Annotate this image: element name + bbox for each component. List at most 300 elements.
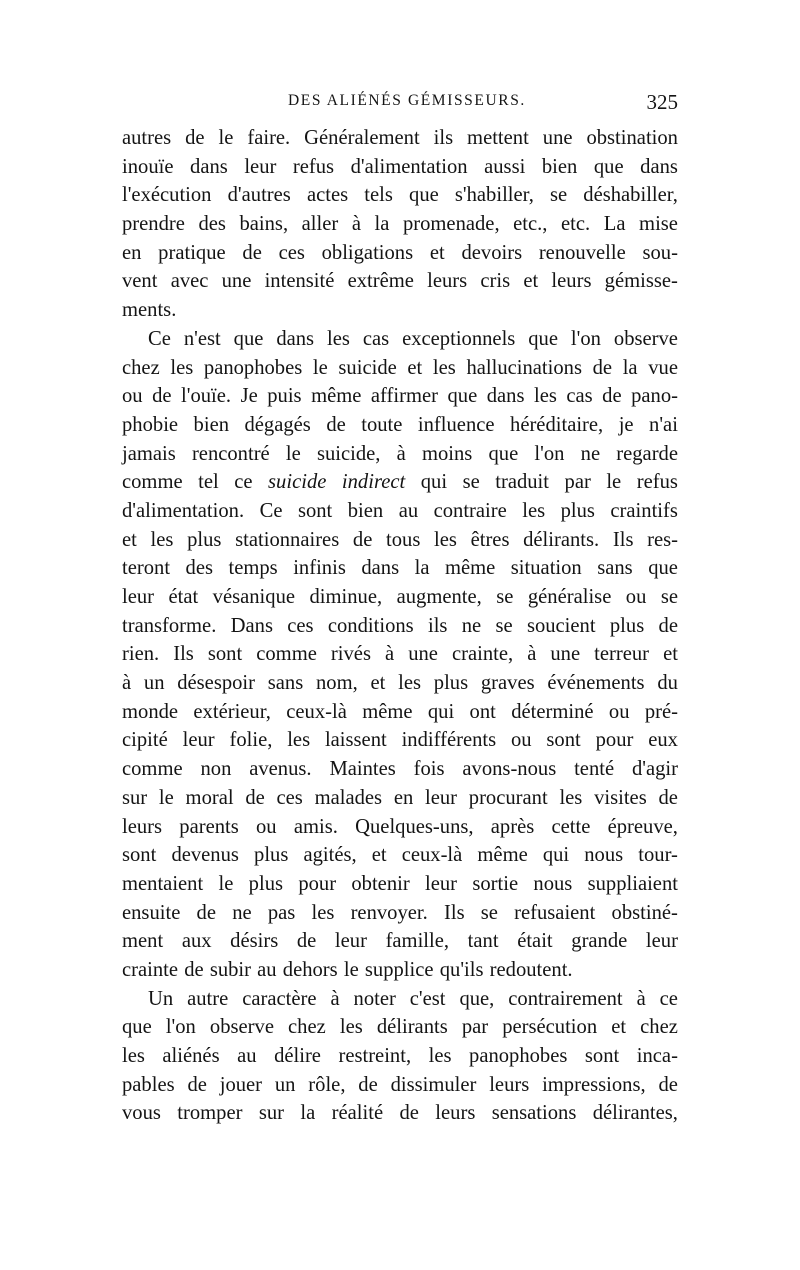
word: ces xyxy=(287,614,314,637)
word: cipité xyxy=(122,729,168,752)
word: vésanique xyxy=(212,586,296,608)
word: que xyxy=(409,184,439,207)
word: leur xyxy=(122,586,155,608)
word: stationnaires xyxy=(235,528,340,551)
word: aux xyxy=(181,930,212,953)
word: de xyxy=(658,614,678,637)
word: les xyxy=(150,528,174,551)
word: chez xyxy=(288,1016,326,1039)
word: de xyxy=(187,1073,207,1096)
word: jouer xyxy=(219,1073,263,1096)
word: le xyxy=(158,786,174,809)
word: ceux-là xyxy=(286,700,347,723)
text-line xyxy=(122,899,678,928)
word: dans xyxy=(276,327,315,350)
word: avec xyxy=(170,270,209,293)
word: l'exécution xyxy=(122,184,212,207)
word: inca- xyxy=(636,1045,678,1067)
word: plus xyxy=(433,672,469,695)
word: cris xyxy=(480,270,511,293)
word: bien xyxy=(541,155,578,178)
word: que xyxy=(233,327,264,350)
word: persécution xyxy=(502,1016,598,1039)
word: du xyxy=(657,672,678,695)
word: déshabiller, xyxy=(583,184,678,207)
word: vue xyxy=(648,356,678,379)
text-line xyxy=(122,440,678,469)
text-line xyxy=(122,181,678,210)
word: ces xyxy=(276,786,303,809)
word: promenade, xyxy=(402,213,500,236)
word: le xyxy=(312,356,328,379)
word: à xyxy=(330,987,340,1010)
word: refusaient xyxy=(514,901,596,924)
word: toute xyxy=(361,413,403,436)
word: rencontré xyxy=(191,442,270,465)
word: même xyxy=(311,385,362,408)
word: observe xyxy=(209,1016,274,1039)
word: obtenir xyxy=(351,872,410,895)
word: observe xyxy=(613,327,678,350)
word: devoirs xyxy=(461,241,523,264)
word: ont xyxy=(469,700,496,723)
word: de xyxy=(152,385,172,408)
text-line xyxy=(122,153,678,182)
word: de xyxy=(358,1073,378,1096)
word: les xyxy=(170,356,194,379)
word: de xyxy=(399,1102,419,1125)
word: que xyxy=(648,557,678,580)
word: leurs xyxy=(435,1102,476,1125)
word: intensité xyxy=(264,270,335,293)
word: au xyxy=(257,958,277,981)
word: diminue, xyxy=(309,586,383,608)
word: un xyxy=(274,1073,296,1096)
text-line xyxy=(122,583,678,612)
word: parents xyxy=(179,815,239,838)
word: délire xyxy=(274,1045,321,1067)
word: qui xyxy=(427,700,455,723)
word: caractère xyxy=(242,987,317,1010)
running-title: DES ALIÉNÉS GÉMISSEURS. xyxy=(288,92,526,109)
word: l'on xyxy=(534,442,565,465)
word: vent xyxy=(122,270,158,293)
word: bains, xyxy=(239,213,289,236)
word: au xyxy=(237,1045,257,1067)
word: Ce xyxy=(259,499,283,522)
word: devenus xyxy=(171,844,239,867)
word: terreur xyxy=(594,643,650,666)
word: supplice xyxy=(364,958,434,981)
word: les xyxy=(522,499,546,522)
word: moral xyxy=(185,786,234,809)
word: autre xyxy=(187,987,229,1010)
text-line xyxy=(122,1013,678,1042)
word: crainte xyxy=(122,958,179,981)
word: plus xyxy=(609,614,645,637)
page-number: 325 xyxy=(646,90,678,114)
word: sou- xyxy=(642,241,678,264)
word: le xyxy=(606,471,622,494)
text-line xyxy=(122,640,678,669)
word: amis. xyxy=(293,815,338,838)
word: Dans xyxy=(230,614,273,637)
text-line xyxy=(122,468,678,497)
word: suicide, xyxy=(316,442,381,465)
word: ensuite xyxy=(122,901,181,924)
word: folie, xyxy=(229,729,273,752)
word: ce xyxy=(234,471,253,494)
word: sensations xyxy=(491,1102,577,1125)
word: tromper xyxy=(177,1102,243,1125)
word: hallucinations xyxy=(466,356,582,379)
body-text xyxy=(122,124,678,1128)
word: puis xyxy=(267,385,302,408)
word: et xyxy=(371,844,387,867)
word: tel xyxy=(198,471,219,494)
text-line xyxy=(122,1099,678,1128)
word: nom, xyxy=(315,672,358,695)
word: pour xyxy=(595,729,634,752)
word: événements xyxy=(547,672,645,695)
word: qui xyxy=(542,844,570,867)
word: au xyxy=(398,499,419,522)
text-line xyxy=(122,669,678,698)
word: d'agir xyxy=(631,758,678,781)
word: s'habiller, xyxy=(454,184,534,207)
word: par xyxy=(461,1016,489,1039)
text-line xyxy=(122,841,678,870)
word: refus xyxy=(636,471,678,494)
word: êtres xyxy=(470,528,510,551)
word: extrême xyxy=(347,270,414,293)
word: graves xyxy=(480,672,535,695)
word: un xyxy=(143,672,165,695)
word: de xyxy=(245,786,265,809)
word: ou xyxy=(122,385,143,408)
word: aller xyxy=(301,213,339,236)
word: le xyxy=(218,872,234,895)
word: plus xyxy=(248,872,284,895)
word: sans xyxy=(267,672,304,695)
text-line xyxy=(122,526,678,555)
word: à xyxy=(636,987,646,1010)
word: la xyxy=(374,213,390,236)
word: agités, xyxy=(303,844,357,867)
word: pables xyxy=(122,1073,175,1096)
word: nous xyxy=(584,844,624,867)
word: pré- xyxy=(644,700,678,723)
text-line xyxy=(122,1071,678,1100)
word: même xyxy=(444,557,496,580)
word: l'on xyxy=(165,1016,196,1039)
word: monde xyxy=(122,700,179,723)
word: à xyxy=(351,213,361,236)
word: plus xyxy=(187,528,222,551)
text-line xyxy=(122,354,678,383)
word: rivés xyxy=(330,643,371,666)
word: délirantes, xyxy=(592,1102,678,1125)
word: exceptionnels xyxy=(402,327,516,350)
word: sont xyxy=(584,1045,620,1067)
word: pratique xyxy=(158,241,226,264)
word: l'ouïe. xyxy=(181,385,232,408)
word: dans xyxy=(640,155,678,178)
word: nous xyxy=(533,872,573,895)
text-line xyxy=(122,239,678,268)
word: augmente, xyxy=(396,586,482,608)
word: ou xyxy=(625,586,647,608)
word: actes xyxy=(306,184,349,207)
word: que xyxy=(447,385,478,408)
text-line xyxy=(122,927,678,956)
word: leur xyxy=(244,155,277,178)
word: res- xyxy=(647,528,678,551)
word: subir xyxy=(209,958,251,981)
word: suicide xyxy=(338,356,397,379)
word: soucient xyxy=(526,614,596,637)
text-line xyxy=(122,1042,678,1071)
word: ou xyxy=(608,700,630,723)
word: mettent xyxy=(467,127,529,149)
word: en xyxy=(122,241,142,264)
word: les xyxy=(311,901,335,924)
word: à xyxy=(527,643,537,666)
word: autres xyxy=(122,127,172,149)
word: et xyxy=(122,528,137,551)
word: sans xyxy=(597,557,633,580)
word: se xyxy=(549,184,568,207)
word: de xyxy=(242,241,262,264)
word: de xyxy=(296,930,317,953)
word: pour xyxy=(298,872,337,895)
word: le xyxy=(285,442,301,465)
word: de xyxy=(326,413,346,436)
word: faire. xyxy=(247,127,291,149)
word: de xyxy=(196,901,216,924)
text-line xyxy=(122,698,678,727)
word: craintifs xyxy=(610,499,678,522)
word: influence xyxy=(417,413,495,436)
word: regarde xyxy=(616,442,678,465)
word: n'ai xyxy=(649,413,678,436)
word: visites xyxy=(594,786,647,809)
word: par xyxy=(564,471,591,494)
word: dissimuler xyxy=(390,1073,477,1096)
word: c'est xyxy=(409,987,446,1010)
word: non xyxy=(200,758,232,781)
word: Ils xyxy=(173,643,194,666)
word: moins xyxy=(421,442,473,465)
word: se xyxy=(495,614,513,637)
word: traduit xyxy=(495,471,549,494)
word: état xyxy=(168,586,199,608)
word: renvoyer. xyxy=(350,901,428,924)
word: famille, xyxy=(385,930,450,953)
word: sur xyxy=(122,786,148,809)
word: leur xyxy=(182,729,215,752)
word: et xyxy=(407,356,423,379)
word: bien xyxy=(347,499,384,522)
word: dégagés xyxy=(244,413,311,436)
word: les xyxy=(122,1045,145,1067)
word: se xyxy=(496,586,514,608)
word: les xyxy=(432,356,456,379)
word: que xyxy=(122,1016,152,1039)
word: tenté xyxy=(574,758,615,781)
word: inouïe xyxy=(122,155,174,178)
word: extérieur, xyxy=(193,700,271,723)
text-line xyxy=(122,411,678,440)
word: cas xyxy=(566,385,593,408)
word: transforme. xyxy=(122,614,217,637)
text-line xyxy=(122,296,678,325)
page-header xyxy=(122,90,678,118)
word: épreuve, xyxy=(607,815,678,838)
text-line xyxy=(122,612,678,641)
word: affirmer xyxy=(370,385,438,408)
word: conditions xyxy=(327,614,414,637)
text-line xyxy=(122,956,678,985)
text-line xyxy=(122,985,678,1014)
word: Ce xyxy=(148,327,171,350)
text-line xyxy=(122,124,678,153)
word: eux xyxy=(648,729,678,752)
word: malades xyxy=(314,786,383,809)
word: et xyxy=(611,1016,627,1039)
word: que xyxy=(593,155,624,178)
word: ne xyxy=(461,614,482,637)
word: qu'ils xyxy=(439,958,484,981)
word: tour- xyxy=(638,844,678,867)
word: contrairement xyxy=(508,987,623,1010)
word: les xyxy=(339,1016,363,1039)
word: et xyxy=(370,672,386,695)
word: le xyxy=(343,958,359,981)
word: de xyxy=(592,356,613,379)
word: aussi xyxy=(484,155,526,178)
word: tous xyxy=(386,528,421,551)
word: n'est xyxy=(183,327,221,350)
word: Maintes xyxy=(329,758,396,781)
text-line xyxy=(122,267,678,296)
word: crainte, xyxy=(451,643,514,666)
word: Ils xyxy=(612,528,634,551)
word: se xyxy=(462,471,480,494)
text-line xyxy=(122,382,678,411)
word: leur xyxy=(425,872,458,895)
word: sont xyxy=(207,643,243,666)
word: une xyxy=(221,270,252,293)
word: que, xyxy=(459,987,495,1010)
word: de xyxy=(184,958,204,981)
word: ou xyxy=(510,729,532,752)
word: la xyxy=(622,356,638,379)
word: vous xyxy=(122,1102,161,1125)
word: rien. xyxy=(122,643,160,666)
word: déterminé xyxy=(511,700,594,723)
word: restreint, xyxy=(338,1045,412,1067)
word: comme xyxy=(122,758,183,781)
word: gémisse- xyxy=(604,270,678,293)
word: dans xyxy=(190,155,228,178)
word: de xyxy=(658,1073,678,1096)
word: les xyxy=(428,1045,452,1067)
word: noter xyxy=(353,987,396,1010)
word: leur xyxy=(425,786,458,809)
text-line xyxy=(122,325,678,354)
word: de xyxy=(352,528,373,551)
word: une xyxy=(550,643,581,666)
word: tels xyxy=(364,184,393,207)
word: délirants. xyxy=(523,528,600,551)
word: cette xyxy=(551,815,591,838)
word: d'alimentation xyxy=(350,155,468,178)
word: sur xyxy=(258,1102,285,1125)
word: les xyxy=(287,729,311,752)
word: désirs xyxy=(230,930,279,953)
word: et xyxy=(523,270,539,293)
word: suicide xyxy=(268,471,327,494)
word: de xyxy=(602,385,622,408)
word: se xyxy=(660,586,678,608)
word: leur xyxy=(645,930,678,953)
word: aliénés xyxy=(162,1045,220,1067)
word: et xyxy=(663,643,678,666)
text-line xyxy=(122,870,678,899)
word: ils xyxy=(433,127,454,149)
word: plus xyxy=(560,499,595,522)
word: leurs xyxy=(427,270,468,293)
word: généralise xyxy=(527,586,612,608)
word: phobie xyxy=(122,413,179,436)
word: ments. xyxy=(122,299,177,322)
word: renouvelle xyxy=(538,241,626,264)
word: indirect xyxy=(341,471,406,494)
word: leurs xyxy=(551,270,592,293)
word: se xyxy=(480,901,498,924)
word: les xyxy=(327,327,350,350)
word: que xyxy=(488,442,519,465)
word: etc. xyxy=(561,213,591,236)
word: de xyxy=(185,127,205,149)
word: grande xyxy=(571,930,628,953)
word: panophobes xyxy=(469,1045,568,1067)
text-line xyxy=(122,726,678,755)
word: ne xyxy=(232,901,252,924)
word: des xyxy=(198,213,226,236)
text-line xyxy=(122,813,678,842)
word: ces xyxy=(278,241,305,264)
word: chez xyxy=(640,1016,678,1039)
word: qui xyxy=(420,471,448,494)
word: désespoir xyxy=(177,672,256,695)
word: la xyxy=(300,1102,316,1125)
word: obstination xyxy=(586,127,678,149)
word: en xyxy=(393,786,414,809)
word: temps xyxy=(228,557,278,580)
word: cas xyxy=(362,327,390,350)
word: ment xyxy=(122,930,164,953)
text-line xyxy=(122,755,678,784)
word: procurant xyxy=(468,786,548,809)
word: infinis xyxy=(293,557,346,580)
word: panophobes xyxy=(203,356,303,379)
word: ils xyxy=(427,614,448,637)
word: sortie xyxy=(472,872,519,895)
word: dehors xyxy=(282,958,338,981)
word: suppliaient xyxy=(587,872,678,895)
